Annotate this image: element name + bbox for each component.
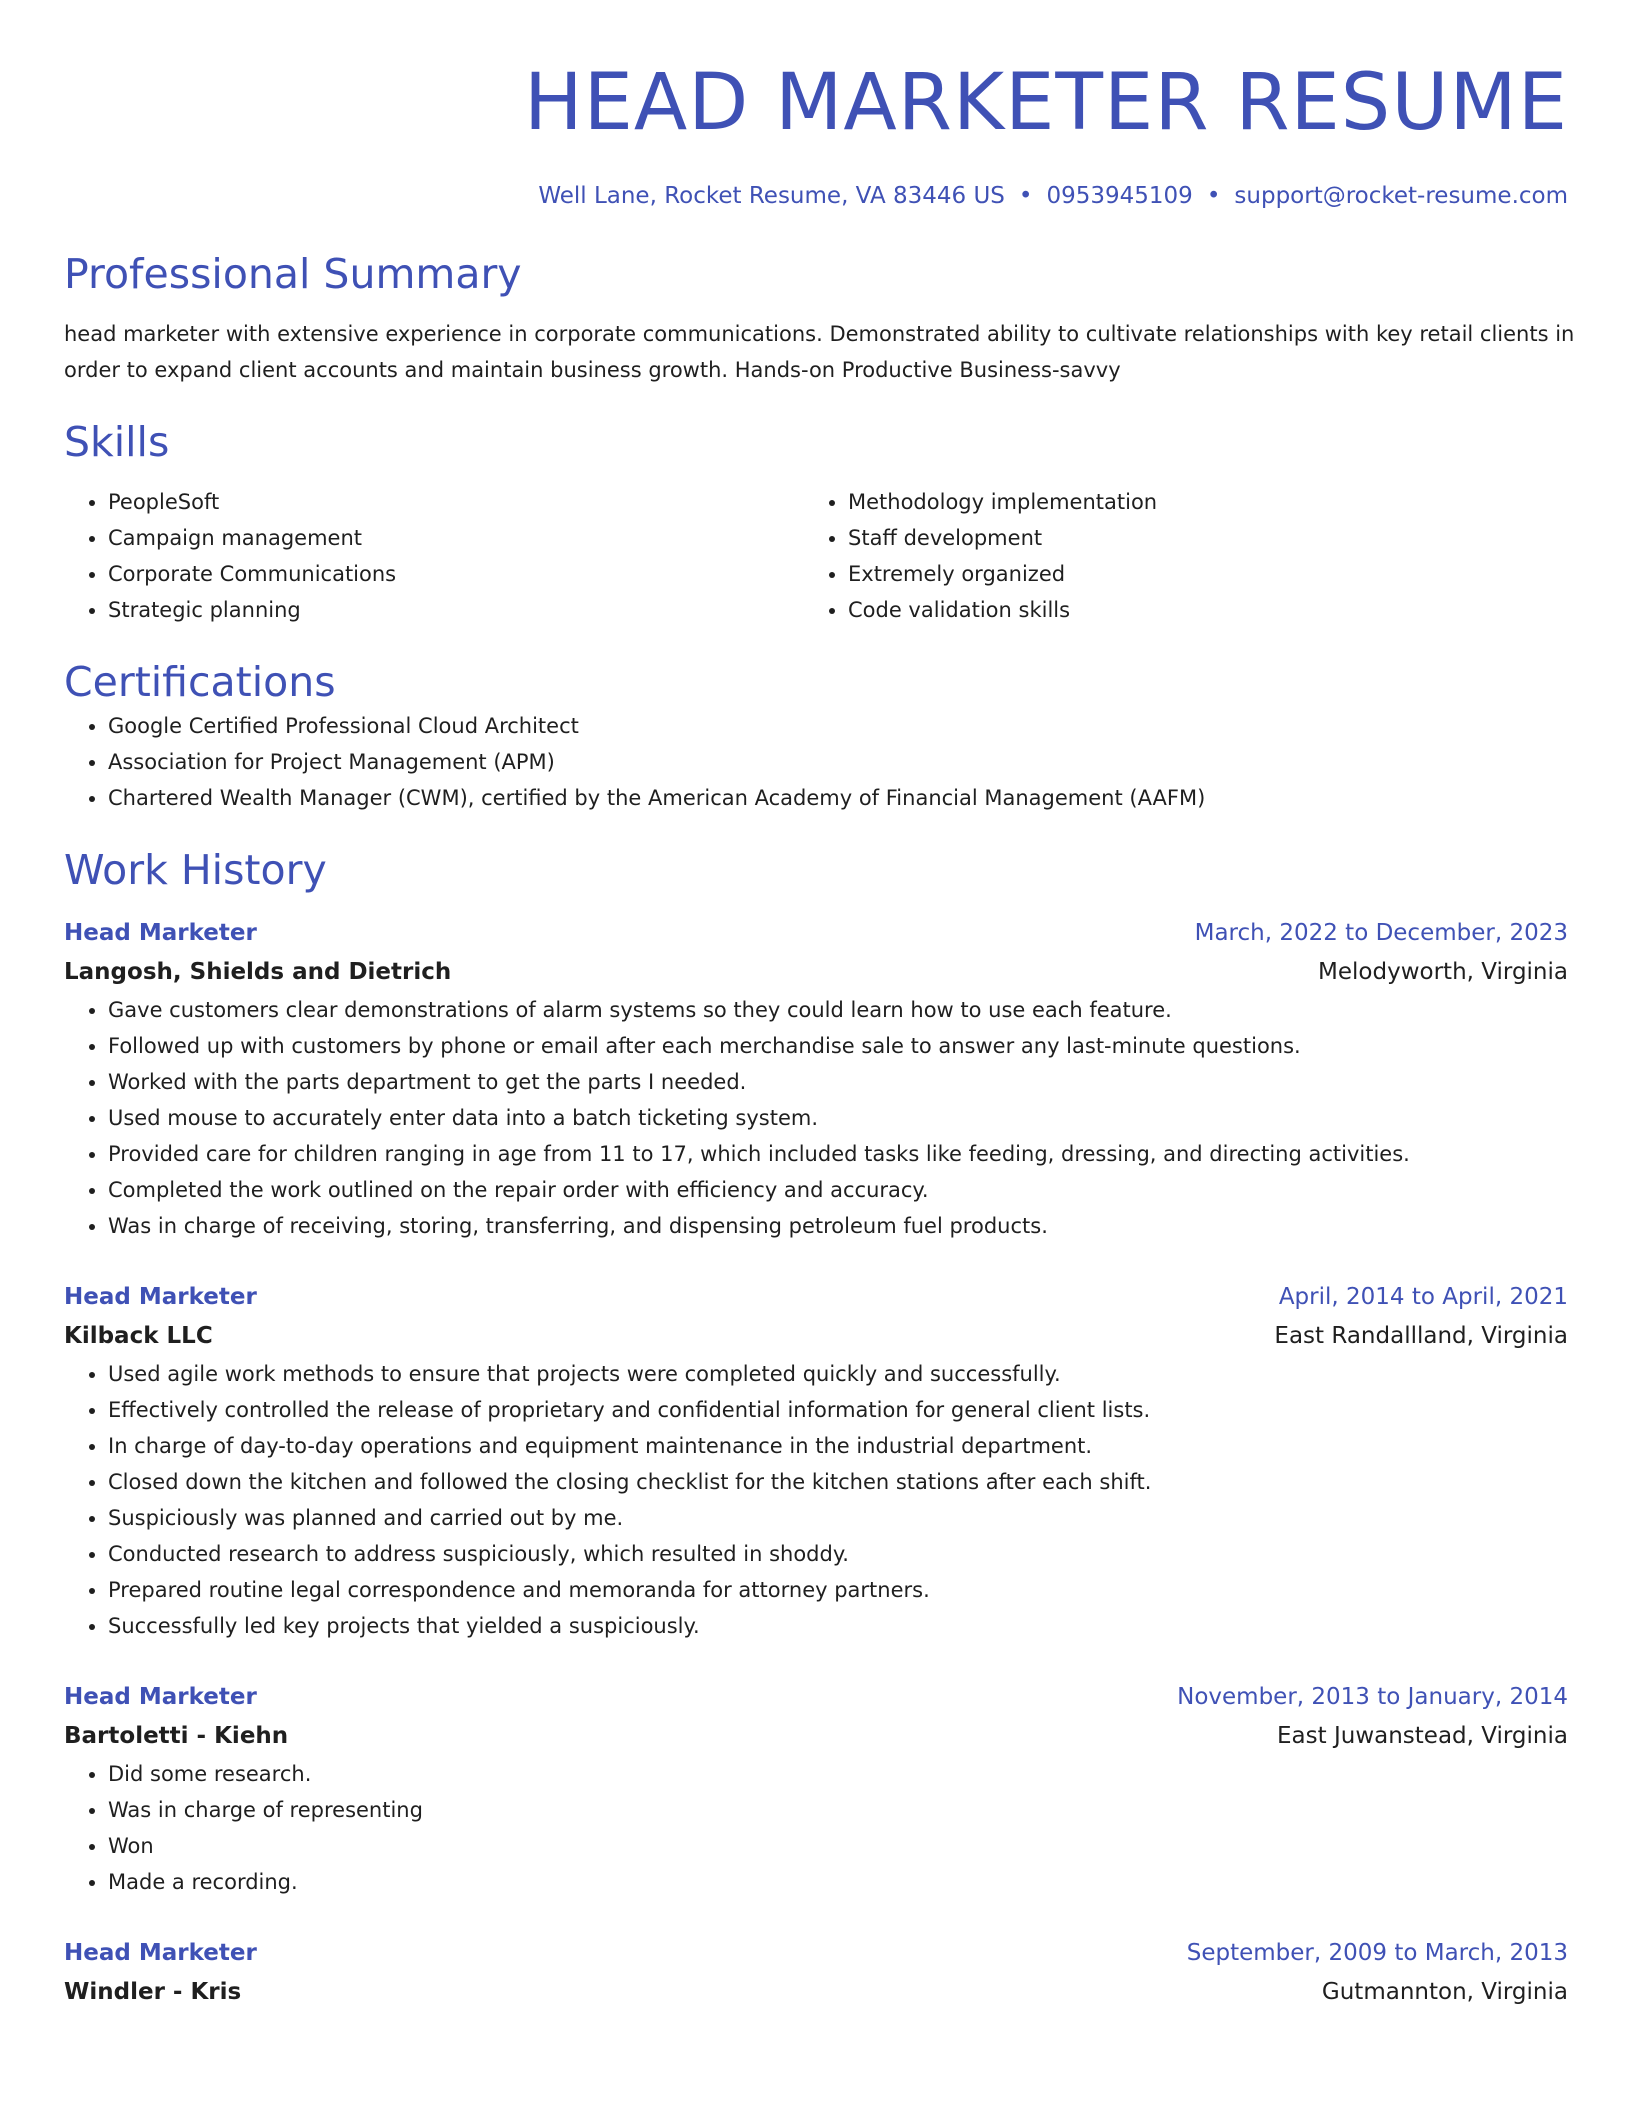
skill-item: • Corporate Communications bbox=[108, 556, 804, 592]
job-location: East Juwanstead, Virginia bbox=[1277, 1723, 1568, 1749]
resume-title: HEAD MARKETER RESUME bbox=[523, 58, 1568, 148]
certifications-heading: Certifications bbox=[64, 658, 336, 706]
job-dates: March, 2022 to December, 2023 bbox=[1194, 920, 1568, 946]
job-company: Bartoletti - Kiehn bbox=[64, 1723, 289, 1749]
job-duty: • Gave customers clear demonstrations of alarm systems so they could learn how to use each feature. bbox=[108, 992, 1568, 1028]
job-duty: • Followed up with customers by phone or email after each merchandise sale to answer any last-minute questions. bbox=[108, 1028, 1568, 1064]
job-entry bbox=[64, 914, 1568, 1244]
job-header-row bbox=[64, 1934, 1568, 1972]
skills-list-right bbox=[804, 484, 1564, 628]
certification-item: • Google Certified Professional Cloud Architect bbox=[108, 708, 1568, 744]
skill-item: • Code validation skills bbox=[848, 592, 1564, 628]
job-duty: • Made a recording. bbox=[108, 1864, 1568, 1900]
certification-item: • Association for Project Management (APM) bbox=[108, 744, 1568, 780]
contact-separator: • bbox=[1018, 183, 1033, 209]
job-header-row bbox=[64, 1678, 1568, 1716]
certifications-list bbox=[64, 708, 1568, 816]
job-location: East Randallland, Virginia bbox=[1274, 1323, 1568, 1349]
job-duty: • Won bbox=[108, 1828, 1568, 1864]
job-duty: • Effectively controlled the release of proprietary and confidential information for general client lists. bbox=[108, 1392, 1568, 1428]
job-company-row bbox=[64, 952, 1568, 992]
contact-line bbox=[64, 180, 1568, 212]
skill-item: • Extremely organized bbox=[848, 556, 1564, 592]
job-duties-list bbox=[64, 1356, 1568, 1644]
skills-heading: Skills bbox=[64, 418, 170, 466]
job-duty: • Did some research. bbox=[108, 1756, 1568, 1792]
job-title: Head Marketer bbox=[64, 1284, 257, 1310]
job-header-row bbox=[64, 914, 1568, 952]
work-history-heading: Work History bbox=[64, 846, 327, 894]
job-dates: September, 2009 to March, 2013 bbox=[1186, 1940, 1568, 1966]
job-entry bbox=[64, 1678, 1568, 1900]
job-title: Head Marketer bbox=[64, 1940, 257, 1966]
job-duties-list bbox=[64, 992, 1568, 1244]
summary-heading: Professional Summary bbox=[64, 250, 522, 298]
job-title: Head Marketer bbox=[64, 1684, 257, 1710]
summary-text: head marketer with extensive experience in corporate communications. Demonstrated ability to cultivate relationships with key retail clients in order to expand client accounts and maintain business growth. Hands-on Productive Business-savvy bbox=[64, 322, 1575, 382]
job-duty: • In charge of day-to-day operations and equipment maintenance in the industrial department. bbox=[108, 1428, 1568, 1464]
job-duty: • Conducted research to address suspiciously, which resulted in shoddy. bbox=[108, 1536, 1568, 1572]
job-duty: • Closed down the kitchen and followed the closing checklist for the kitchen stations after each shift. bbox=[108, 1464, 1568, 1500]
job-company-row bbox=[64, 1716, 1568, 1756]
job-header-row bbox=[64, 1278, 1568, 1316]
resume-header bbox=[64, 48, 1568, 212]
contact-address: Well Lane, Rocket Resume, VA 83446 US bbox=[538, 183, 1005, 209]
skills-list-left bbox=[64, 484, 804, 628]
skill-item: • Methodology implementation bbox=[848, 484, 1564, 520]
job-dates: April, 2014 to April, 2021 bbox=[1278, 1284, 1568, 1310]
job-duty: • Suspiciously was planned and carried out by me. bbox=[108, 1500, 1568, 1536]
job-entry bbox=[64, 1934, 1568, 2012]
contact-email[interactable]: support@rocket-resume.com bbox=[1234, 183, 1568, 209]
job-duty: • Completed the work outlined on the repair order with efficiency and accuracy. bbox=[108, 1172, 1568, 1208]
contact-phone: 0953945109 bbox=[1046, 183, 1193, 209]
contact-separator: • bbox=[1206, 183, 1221, 209]
job-entry bbox=[64, 1278, 1568, 1644]
job-company: Langosh, Shields and Dietrich bbox=[64, 959, 452, 985]
job-dates: November, 2013 to January, 2014 bbox=[1177, 1684, 1568, 1710]
job-company: Windler - Kris bbox=[64, 1979, 242, 2005]
job-duty: • Was in charge of receiving, storing, transferring, and dispensing petroleum fuel products. bbox=[108, 1208, 1568, 1244]
certification-item: • Chartered Wealth Manager (CWM), certified by the American Academy of Financial Management (AAFM) bbox=[108, 780, 1568, 816]
job-duty: • Prepared routine legal correspondence and memoranda for attorney partners. bbox=[108, 1572, 1568, 1608]
job-company-row bbox=[64, 1316, 1568, 1356]
skill-item: • PeopleSoft bbox=[108, 484, 804, 520]
job-company-row bbox=[64, 1972, 1568, 2012]
job-duty: • Worked with the parts department to get the parts I needed. bbox=[108, 1064, 1568, 1100]
skill-item: • Campaign management bbox=[108, 520, 804, 556]
job-title: Head Marketer bbox=[64, 920, 257, 946]
job-duty: • Used agile work methods to ensure that projects were completed quickly and successfully. bbox=[108, 1356, 1568, 1392]
skill-item: • Staff development bbox=[848, 520, 1564, 556]
job-location: Gutmannton, Virginia bbox=[1321, 1979, 1568, 2005]
job-company: Kilback LLC bbox=[64, 1323, 213, 1349]
skill-item: • Strategic planning bbox=[108, 592, 804, 628]
job-duty: • Successfully led key projects that yielded a suspiciously. bbox=[108, 1608, 1568, 1644]
job-duty: • Used mouse to accurately enter data into a batch ticketing system. bbox=[108, 1100, 1568, 1136]
job-duty: • Provided care for children ranging in age from 11 to 17, which included tasks like feeding, dressing, and directing activities. bbox=[108, 1136, 1568, 1172]
job-duty: • Was in charge of representing bbox=[108, 1792, 1568, 1828]
job-location: Melodyworth, Virginia bbox=[1318, 959, 1568, 985]
skills-grid bbox=[64, 484, 1568, 628]
job-duties-list bbox=[64, 1756, 1568, 1900]
